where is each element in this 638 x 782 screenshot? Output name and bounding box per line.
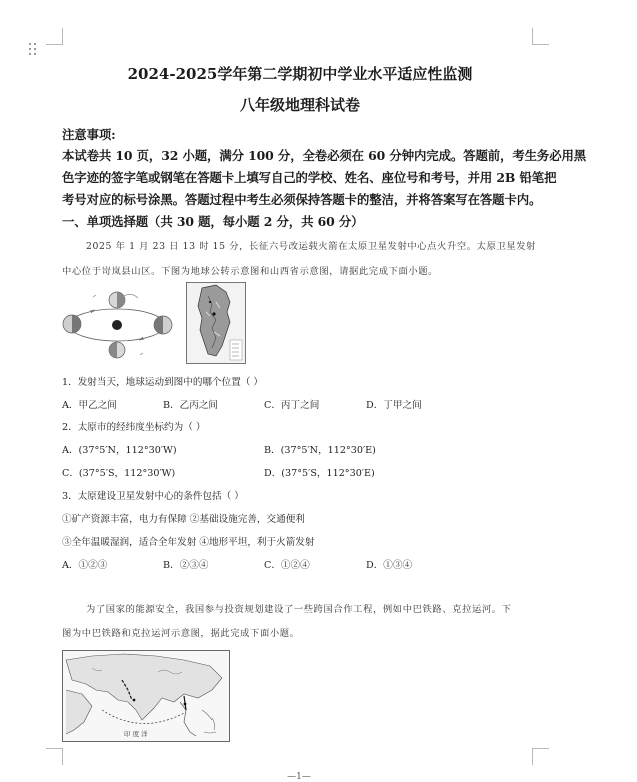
q2-option-d[interactable]: D．(37°5′S，112°30′E) (264, 468, 375, 479)
earth-orbit-figure (60, 288, 178, 362)
passage1-line-1: 2025 年 1 月 23 日 13 时 15 分，长征六号改运载火箭在太原卫星发射中心点火升空。太原卫星发射 (86, 241, 537, 252)
q3-option-d[interactable]: D．①③④ (366, 560, 413, 571)
railway-canal-map-figure (62, 650, 230, 742)
q2-option-a[interactable]: A．(37°5′N，112°30′W) (62, 445, 177, 456)
notice-line-1: 本试卷共 10 页，32 小题，满分 100 分，全卷必须在 60 分钟内完成。答题前，考生务必用黑 (62, 148, 587, 163)
exam-subtitle: 八年级地理科试卷 (239, 96, 360, 114)
q3-item-line-2: ③全年温暖湿润，适合全年发射 ④地形平坦，利于火箭发射 (62, 537, 315, 548)
notice-line-2: 色字迹的签字笔或钢笔在答题卡上填写自己的学校、姓名、座位号和考号，并用 2B 铅笔把 (62, 170, 557, 185)
q1-option-a[interactable]: A．甲乙之间 (62, 400, 117, 411)
q3-option-c[interactable]: C．①②④ (264, 560, 310, 571)
q3-option-b[interactable]: B．②③④ (163, 560, 209, 571)
q2-option-b[interactable]: B．(37°5′N，112°30′E) (264, 445, 376, 456)
corner-mark-top-left (46, 28, 63, 45)
page-number: —1— (287, 772, 311, 782)
corner-mark-bottom-right (532, 748, 549, 765)
q3-option-a[interactable]: A．①②③ (62, 560, 108, 571)
q1-option-d[interactable]: D．丁甲之间 (366, 400, 422, 411)
exam-title: 2024-2025学年第二学期初中学业水平适应性监测 (127, 65, 473, 83)
map-ocean-label: 印 度 洋 (124, 730, 148, 738)
q1-option-b[interactable]: B．乙丙之间 (163, 400, 219, 411)
section-heading: 一、单项选择题（共 30 题，每小题 2 分，共 60 分） (62, 214, 364, 229)
q1-option-c[interactable]: C．丙丁之间 (264, 400, 320, 411)
notice-heading: 注意事项: (62, 127, 116, 142)
q2-stem: 2．太原市的经纬度坐标约为（ ） (62, 422, 206, 433)
notice-line-3: 考号对应的标号涂黑。答题过程中考生必须保持答题卡的整洁，并将答案写在答题卡内。 (62, 192, 542, 207)
q2-option-c[interactable]: C．(37°5′S，112°30′W) (62, 468, 176, 479)
corner-mark-top-right (532, 28, 549, 45)
passage2-line-2: 图为中巴铁路和克拉运河示意图，据此完成下面小题。 (62, 628, 300, 639)
q1-stem: 1．发射当天，地球运动到图中的哪个位置（ ） (62, 377, 264, 388)
shanxi-map-figure (186, 282, 246, 364)
q3-stem: 3．太原建设卫星发射中心的条件包括（ ） (62, 491, 244, 502)
passage1-line-2: 中心位于岢岚县山区。下图为地球公转示意图和山西省示意图，请据此完成下面小题。 (62, 266, 439, 277)
passage2-line-1: 为了国家的能源安全，我国参与投资规划建设了一些跨国合作工程，例如中巴铁路、克拉运河。下 (86, 604, 512, 615)
q3-item-line-1: ①矿产资源丰富，电力有保障 ②基础设施完善，交通便利 (62, 514, 305, 525)
corner-mark-bottom-left (46, 748, 63, 765)
drag-handle-icon[interactable] (28, 42, 38, 56)
